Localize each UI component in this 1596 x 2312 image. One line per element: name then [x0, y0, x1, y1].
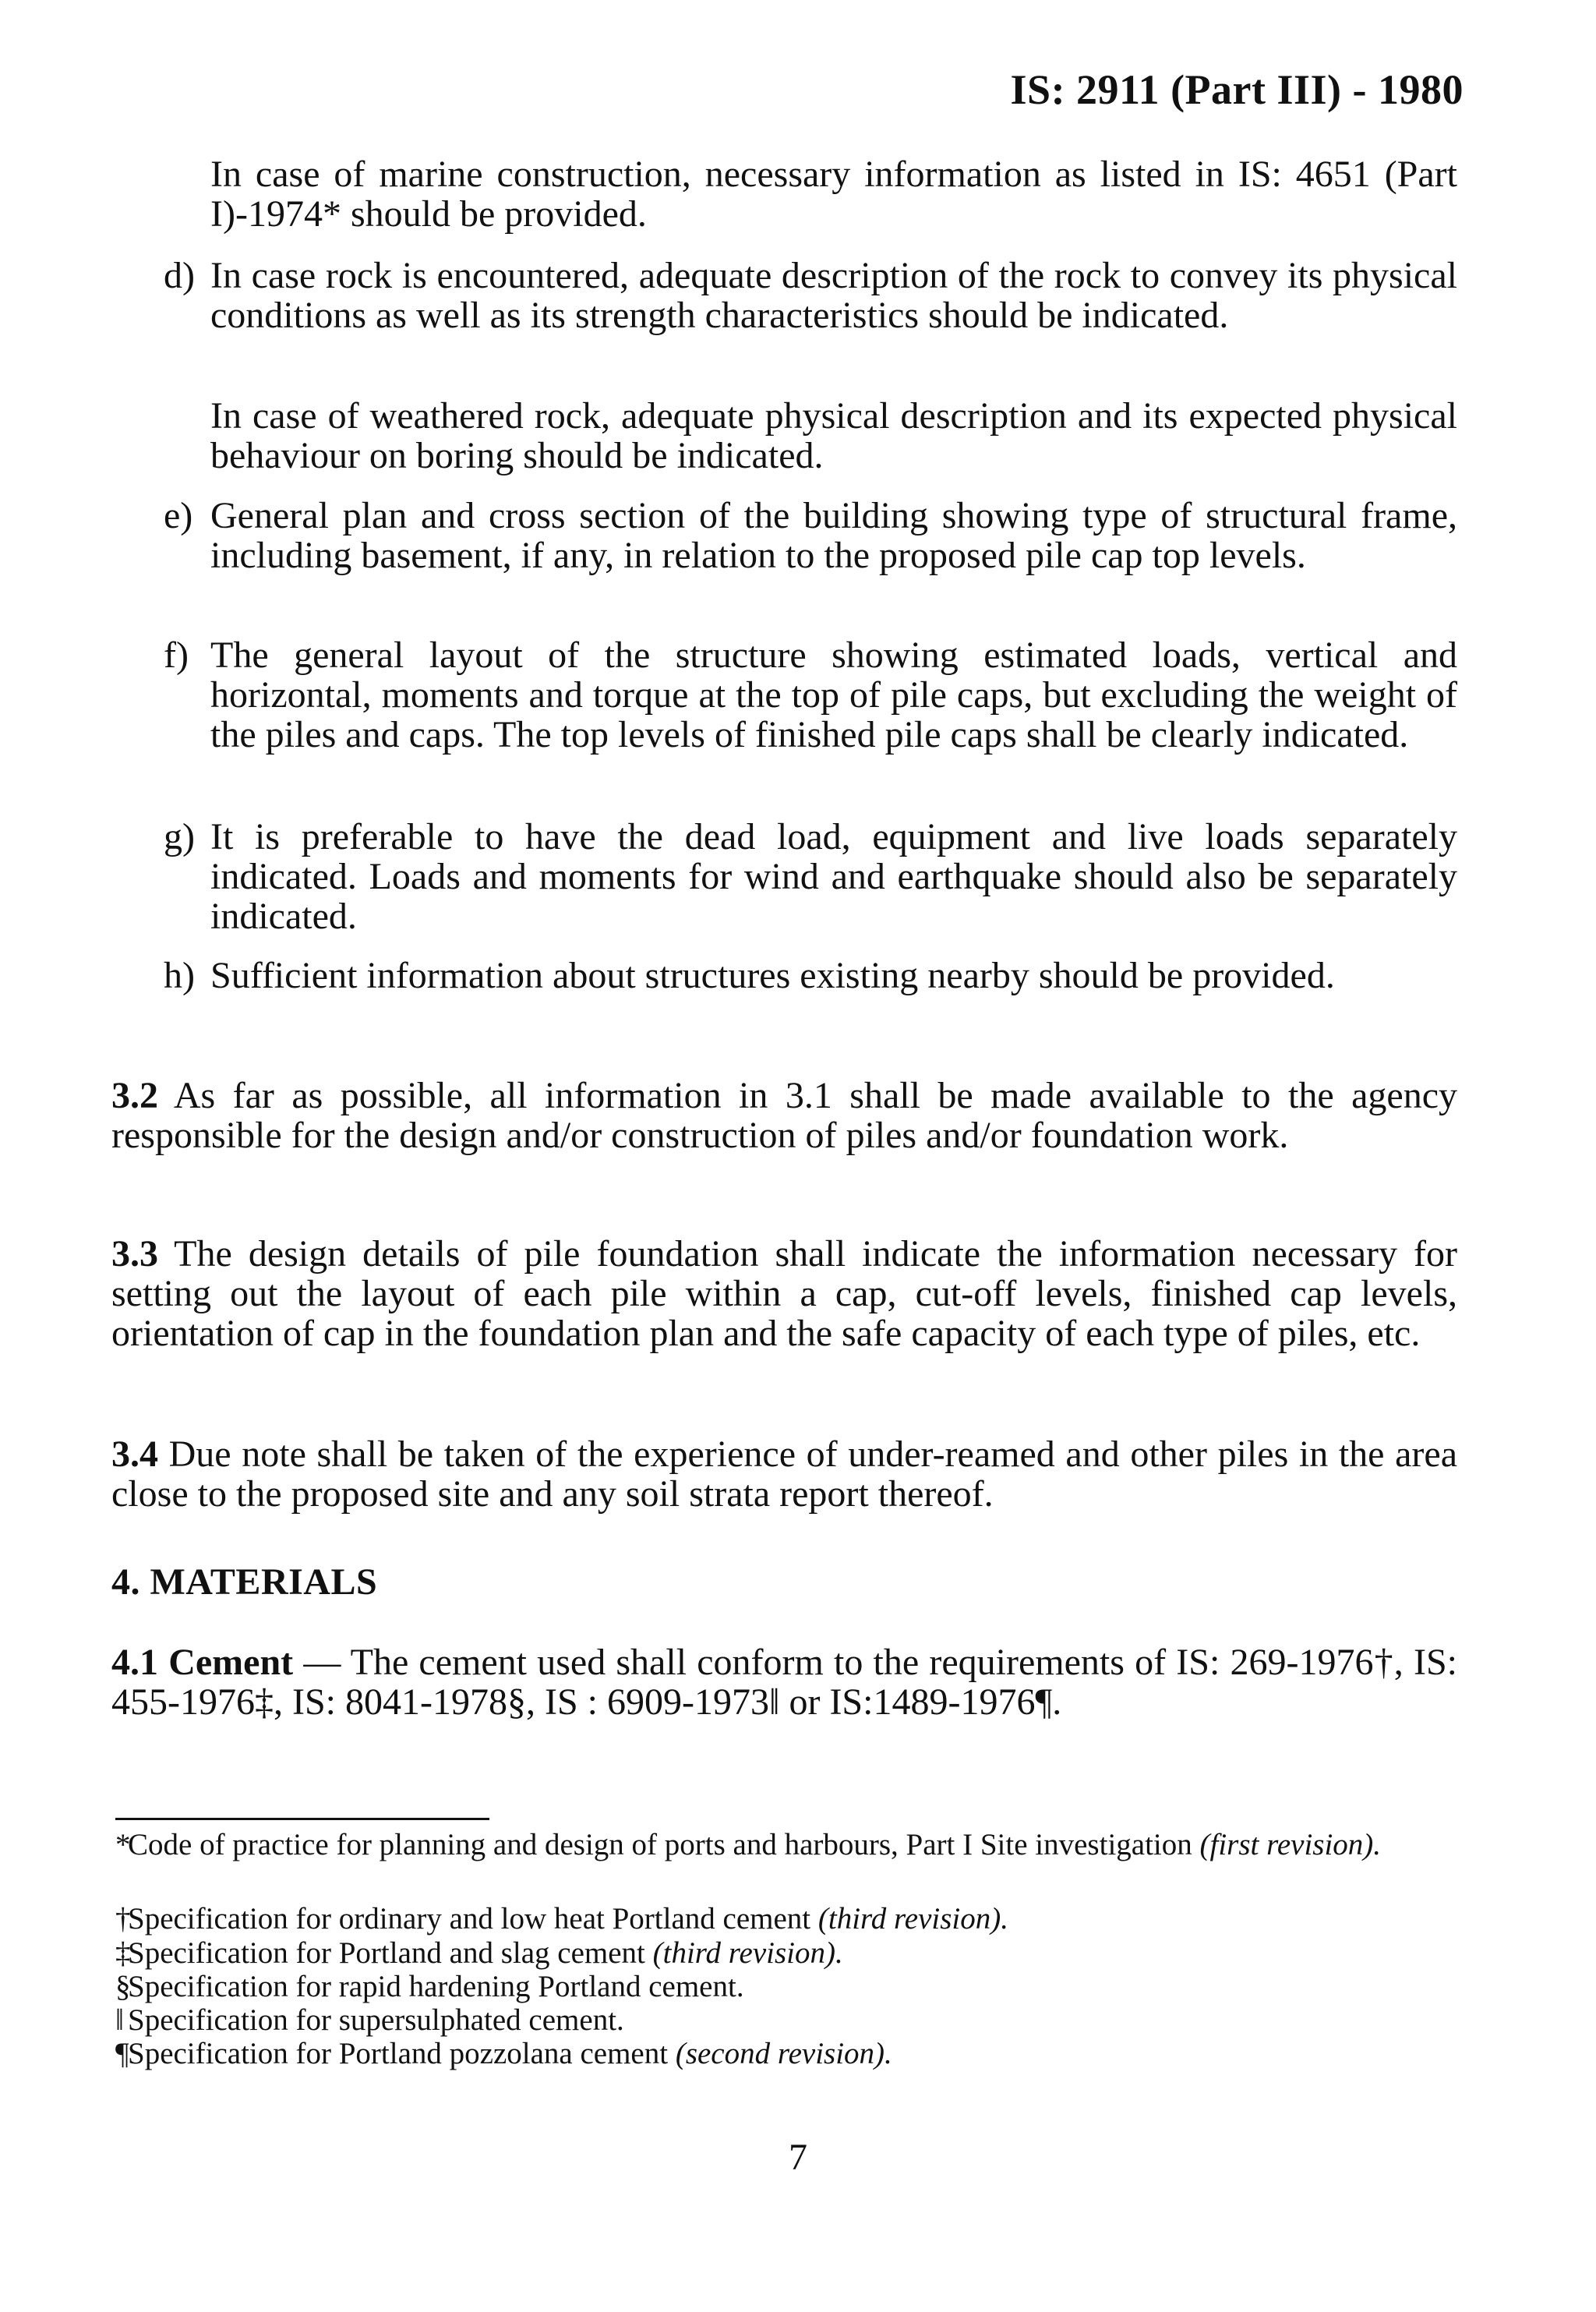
clause-number: 3.3 [111, 1233, 158, 1274]
footnote [115, 2037, 1464, 2070]
footnote-mark: ¶ [115, 2037, 129, 2070]
marine-construction-paragraph: In case of marine construction, necessary information as listed in IS: 4651 (Part I)-1974* should be provided. [210, 154, 1457, 235]
item-label-h: h) [164, 955, 195, 996]
item-e-text: General plan and cross section of the building showing type of structural frame, including basement, if any, in relation to the proposed pile cap top levels. [210, 495, 1457, 576]
footnote-text: Specification for rapid hardening Portland cement. [128, 1970, 744, 2003]
footnote-text: Specification for supersulphated cement. [128, 2003, 624, 2037]
clause-3-3 [111, 1234, 1457, 1353]
clause-number: 3.4 [111, 1434, 158, 1475]
footnote-note: (first revision). [1199, 1828, 1382, 1861]
item-d-text: In case rock is encountered, adequate description of the rock to convey its physical conditions as well as its strength characteristics should be indicated. [210, 255, 1457, 336]
clause-text: The design details of pile foundation shall indicate the information necessary for setting out the layout of each pile within a cap, cut-off levels, finished cap levels, orientation of cap in the foundation plan and the safe capacity of each type of piles, etc. [111, 1233, 1458, 1354]
section-heading-materials: 4. MATERIALS [111, 1561, 378, 1603]
footnote-mark: ‡ [115, 1936, 131, 1970]
clause-text: Due note shall be taken of the experience of under-reamed and other piles in the area close to the proposed site and any soil strata report thereof. [111, 1434, 1458, 1515]
item-label-e: e) [164, 495, 193, 536]
footnote-note: (third revision). [652, 1936, 843, 1970]
clause-text: — The cement used shall conform to the requirements of IS: 269-1976†, IS: 455-1976‡, IS: 8041-1978§, IS : 6909-1973‖ or IS:1489-1976¶. [111, 1642, 1458, 1723]
standard-header: IS: 2911 (Part III) - 1980 [1010, 66, 1464, 113]
item-label-g: g) [164, 816, 195, 857]
footnote [115, 1828, 1464, 1861]
clause-title: Cement [168, 1642, 294, 1683]
footnote [115, 1970, 1464, 2003]
footnote-text: Code of practice for planning and design of ports and harbours, Part I Site investigation [128, 1828, 1192, 1861]
footnote [115, 1936, 1464, 1970]
clause-number: 3.2 [111, 1075, 158, 1116]
clause-3-4 [111, 1434, 1457, 1514]
item-label-f: f) [164, 635, 189, 676]
clause-4-1 [111, 1642, 1457, 1722]
footnote-text: Specification for Portland pozzolana cement [128, 2037, 669, 2070]
footnote-divider [115, 1818, 489, 1820]
footnote-mark: † [115, 1902, 131, 1936]
footnote-mark: * [115, 1828, 131, 1861]
footnote [115, 1902, 1464, 1936]
item-label-d: d) [164, 255, 195, 296]
footnote-mark: § [115, 1970, 131, 2003]
weathered-rock-paragraph: In case of weathered rock, adequate physical description and its expected physical behaviour on boring should be indicated. [210, 395, 1457, 476]
clause-3-2 [111, 1076, 1457, 1155]
footnote-mark: ‖ [115, 2003, 124, 2037]
footnote [115, 2003, 1464, 2037]
footnote-text: Specification for ordinary and low heat Portland cement [128, 1902, 811, 1936]
item-h-text: Sufficient information about structures existing nearby should be provided. [210, 955, 1335, 996]
clause-text: As far as possible, all information in 3.1 shall be made available to the agency responsible for the design and/or construction of piles and/or foundation work. [111, 1075, 1458, 1156]
clause-number: 4.1 [111, 1642, 158, 1683]
item-f-text: The general layout of the structure showing estimated loads, vertical and horizontal, moments and torque at the top of pile caps, but excluding the weight of the piles and caps. The top levels of finished pile caps shall be clearly indicated. [210, 635, 1457, 755]
footnote-note: (third revision). [817, 1902, 1008, 1936]
footnote-note: (second revision). [675, 2037, 892, 2070]
footnote-text: Specification for Portland and slag cement [128, 1936, 645, 1970]
page-number: 7 [789, 2137, 807, 2178]
item-g-text: It is preferable to have the dead load, equipment and live loads separately indicated. Loads and moments for wind and earthquake should also be separately indicated. [210, 816, 1457, 937]
